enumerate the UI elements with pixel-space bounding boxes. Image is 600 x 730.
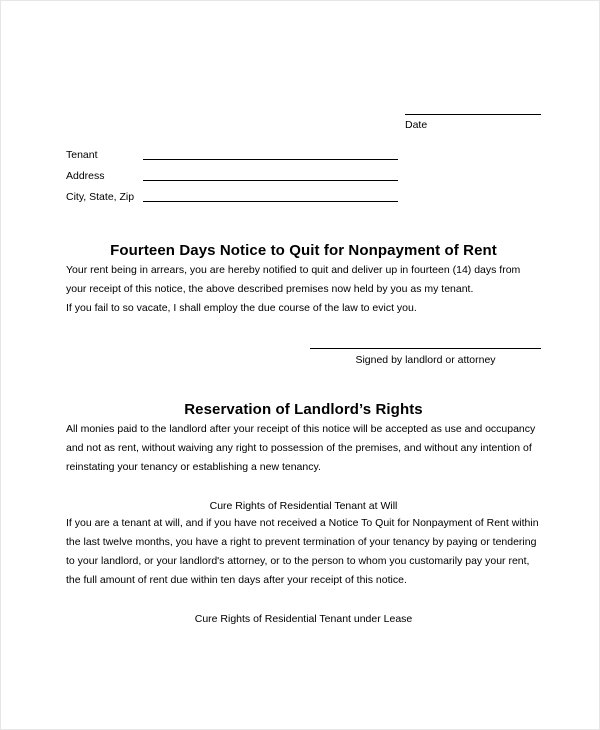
field-row-tenant — [66, 142, 541, 163]
document-content — [66, 1, 541, 627]
field-label-city-state-zip: City, State, Zip — [66, 191, 135, 203]
section-title-reservation-of-rights: Reservation of Landlord’s Rights — [184, 401, 423, 418]
subheading-cure-rights-under-lease: Cure Rights of Residential Tenant under Lease — [194, 613, 413, 625]
date-field[interactable] — [405, 114, 541, 132]
field-label-address: Address — [66, 170, 105, 182]
paragraph-reservation-of-rights: All monies paid to the landlord after your receipt of this notice will be accepted as use and occupancy and not as rent, without waiving any right to possession of the premises, and without any intention of reinstating your tenancy or establishing a new tenancy. — [66, 423, 536, 473]
signature-block — [66, 348, 541, 367]
signature-field[interactable] — [310, 348, 541, 367]
field-input-city-state-zip[interactable] — [143, 201, 398, 202]
paragraph-vacate-warning: If you fail to so vacate, I shall employ the due course of the law to evict you. — [66, 302, 417, 314]
signature-caption: Signed by landlord or attorney — [355, 354, 496, 366]
field-row-address — [66, 163, 541, 184]
subheading-cure-rights-at-will: Cure Rights of Residential Tenant at Will — [209, 500, 398, 512]
paragraph-notice-body: Your rent being in arrears, you are hereby notified to quit and deliver up in fourteen (14) days from your receipt of this notice, the above described premises now held by you as my tenant. — [66, 264, 521, 295]
page-title: Fourteen Days Notice to Quit for Nonpayment of Rent — [110, 242, 497, 259]
paragraph-cure-rights-at-will: If you are a tenant at will, and if you have not received a Notice To Quit for Nonpayment of Rent within the last twelve months, you have a right to prevent termination of your tenancy by paying or tendering to your landlord, or your landlord's attorney, or to the person to whom you customarily pay your rent, the full amount of rent due within ten days after your receipt of this notice. — [66, 517, 539, 586]
field-input-tenant[interactable] — [143, 159, 398, 160]
date-block — [66, 114, 541, 132]
field-row-city-state-zip — [66, 184, 541, 205]
field-label-tenant: Tenant — [66, 149, 98, 161]
field-input-address[interactable] — [143, 180, 398, 181]
tenant-fields — [66, 142, 541, 205]
date-caption: Date — [405, 119, 428, 131]
